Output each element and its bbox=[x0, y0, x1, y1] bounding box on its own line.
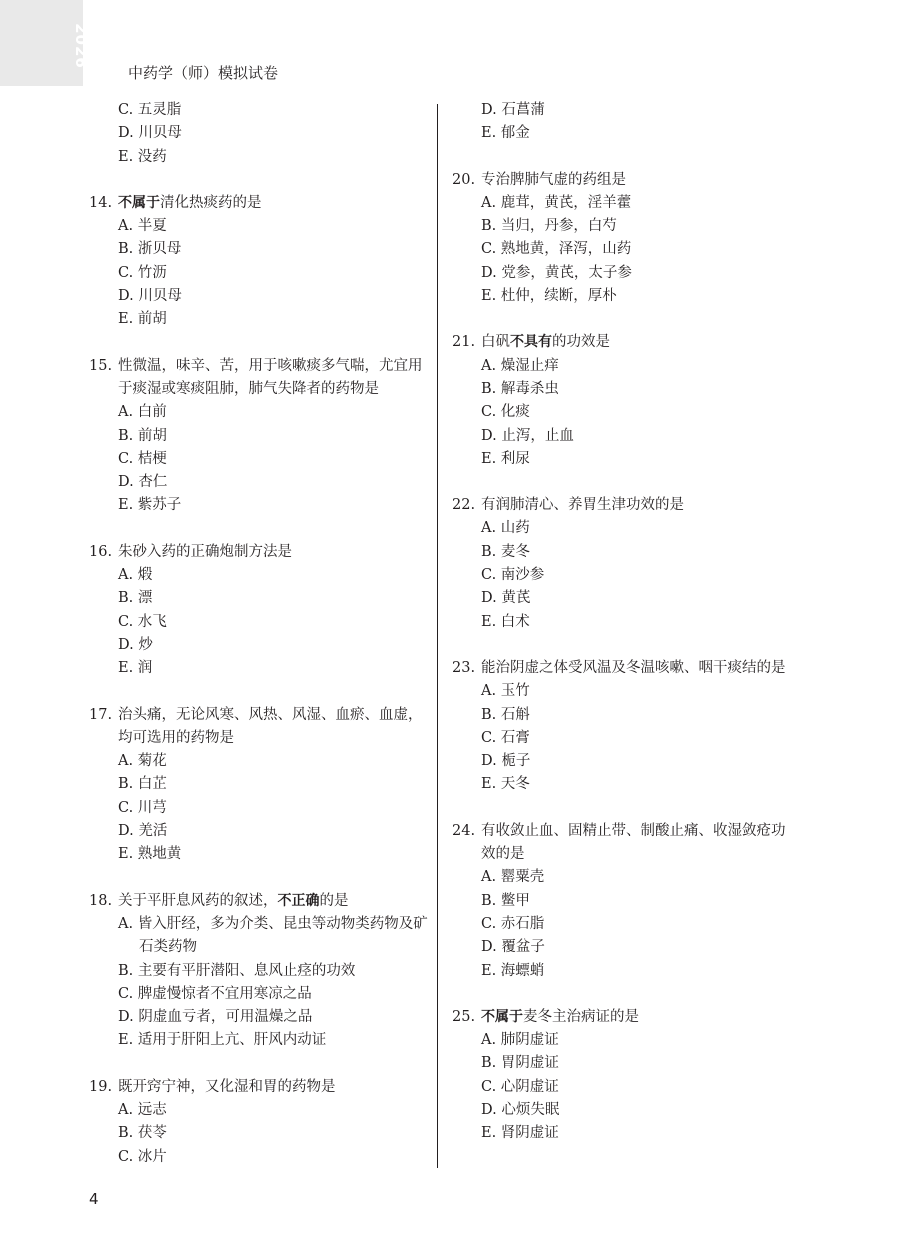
option-c: C. 桔梗 bbox=[118, 450, 167, 467]
option-c: C. 脾虚慢惊者不宜用寒凉之品 bbox=[118, 985, 312, 1002]
question-stem bbox=[89, 890, 429, 913]
option-c: C. 心阴虚证 bbox=[481, 1078, 559, 1095]
question-number: 21. bbox=[452, 334, 476, 351]
question-16 bbox=[89, 541, 429, 681]
option-c: C. 南沙参 bbox=[481, 567, 545, 584]
option-b: B. 鳖甲 bbox=[481, 892, 530, 909]
question-stem bbox=[452, 331, 797, 354]
option-b: B. 茯苓 bbox=[118, 1125, 167, 1142]
option-e: E. 白术 bbox=[481, 613, 530, 630]
option-a: A. 山药 bbox=[481, 520, 530, 537]
option-d: D. 杏仁 bbox=[118, 474, 168, 491]
question-number: 22. bbox=[452, 497, 476, 514]
option-e: E. 没药 bbox=[118, 148, 167, 165]
option-b: B. 浙贝母 bbox=[118, 241, 182, 258]
option-e: E. 润 bbox=[118, 660, 153, 677]
question-stem bbox=[89, 1076, 429, 1099]
stem-text: 性微温，味辛、苦，用于咳嗽痰多气喘，尤宜用于痰湿或寒痰阻肺，肺气失降者的药物是 bbox=[118, 357, 423, 397]
stem-text-end: 的功效是 bbox=[552, 334, 610, 351]
stem-text: 有润肺清心、养胃生津功效的是 bbox=[481, 497, 684, 514]
stem-emphasis: 不具有 bbox=[510, 334, 552, 351]
question-17 bbox=[89, 704, 429, 867]
question-20 bbox=[452, 169, 797, 309]
column-divider bbox=[437, 104, 438, 1168]
option-b: B. 胃阴虚证 bbox=[481, 1055, 559, 1072]
question-22 bbox=[452, 494, 797, 634]
stem-emphasis: 不正确 bbox=[277, 892, 320, 909]
option-d: D. 羌活 bbox=[118, 823, 168, 840]
option-b: B. 麦冬 bbox=[481, 543, 530, 560]
option-d: D. 心烦失眠 bbox=[481, 1101, 560, 1118]
question-stem bbox=[452, 1006, 797, 1029]
option-d: D. 栀子 bbox=[481, 753, 531, 770]
option-e: E. 紫苏子 bbox=[118, 497, 182, 514]
option-c: C. 水飞 bbox=[118, 613, 167, 630]
option-d: D. 川贝母 bbox=[118, 125, 182, 142]
option-c: C. 熟地黄，泽泻，山药 bbox=[481, 241, 632, 258]
year-label: 2026 bbox=[71, 23, 90, 69]
option-b: B. 前胡 bbox=[118, 427, 167, 444]
stem-text: 朱砂入药的正确炮制方法是 bbox=[118, 543, 292, 560]
question-13-continued bbox=[89, 99, 429, 169]
question-23 bbox=[452, 657, 797, 797]
stem-text: 既开窍宁神，又化湿和胃的药物是 bbox=[118, 1078, 336, 1095]
option-d: D. 黄芪 bbox=[481, 590, 531, 607]
question-stem bbox=[89, 355, 429, 402]
question-21 bbox=[452, 331, 797, 471]
question-number: 20. bbox=[452, 171, 476, 188]
stem-text: 有收敛止血、固精止带、制酸止痛、收湿敛疮功效的是 bbox=[481, 822, 786, 863]
question-stem bbox=[89, 704, 429, 751]
option-b: B. 石斛 bbox=[481, 706, 530, 723]
option-c: C. 赤石脂 bbox=[481, 915, 545, 932]
stem-emphasis: 不属于 bbox=[118, 194, 160, 211]
option-c: C. 五灵脂 bbox=[118, 102, 182, 118]
question-stem bbox=[452, 169, 797, 192]
option-c: C. 冰片 bbox=[118, 1148, 167, 1165]
page-header-title: 中药学（师）模拟试卷 bbox=[128, 64, 279, 82]
option-d: D. 炒 bbox=[118, 636, 153, 653]
option-e: E. 海螵蛸 bbox=[481, 962, 545, 979]
question-24 bbox=[452, 820, 797, 983]
option-a: A. 罂粟壳 bbox=[481, 869, 545, 886]
question-19-continued bbox=[452, 99, 797, 146]
page-number: 4 bbox=[89, 1190, 99, 1208]
option-a: A. 白前 bbox=[118, 404, 167, 421]
option-a: A. 玉竹 bbox=[481, 683, 530, 700]
option-d: D. 石菖蒲 bbox=[481, 102, 545, 118]
option-b: B. 当归，丹参，白芍 bbox=[481, 218, 617, 235]
stem-text: 关于平肝息风药的叙述， bbox=[118, 892, 278, 909]
stem-text: 能治阴虚之体受风温及冬温咳嗽、咽干痰结的是 bbox=[481, 659, 786, 676]
question-number: 14. bbox=[89, 194, 113, 211]
option-d: D. 覆盆子 bbox=[481, 939, 545, 956]
option-c: C. 竹沥 bbox=[118, 264, 167, 281]
left-column bbox=[89, 99, 429, 1192]
option-b: B. 白芷 bbox=[118, 776, 167, 793]
stem-text-end: 的是 bbox=[319, 892, 349, 909]
stem-text: 治头痛，无论风寒、风热、风湿、血瘀、血虚，均可选用的药物是 bbox=[118, 706, 423, 746]
option-e: E. 肾阴虚证 bbox=[481, 1125, 559, 1142]
option-e: E. 适用于肝阳上亢、肝风内动证 bbox=[118, 1032, 327, 1049]
question-18 bbox=[89, 890, 429, 1053]
option-d: D. 止泻，止血 bbox=[481, 427, 574, 444]
question-stem bbox=[452, 657, 797, 680]
option-a: A. 远志 bbox=[118, 1101, 167, 1118]
year-tab bbox=[0, 0, 90, 86]
option-b: B. 解毒杀虫 bbox=[481, 380, 559, 397]
question-number: 23. bbox=[452, 659, 476, 676]
question-19 bbox=[89, 1076, 429, 1169]
question-stem bbox=[452, 820, 797, 867]
stem-emphasis: 不属于 bbox=[481, 1008, 523, 1025]
stem-text: 专治脾肺气虚的药组是 bbox=[481, 171, 626, 188]
question-number: 18. bbox=[89, 892, 113, 909]
option-a: A. 煅 bbox=[118, 567, 153, 584]
option-a: A. 半夏 bbox=[118, 218, 167, 235]
option-e: E. 熟地黄 bbox=[118, 846, 182, 863]
question-number: 17. bbox=[89, 706, 113, 723]
option-c: C. 川芎 bbox=[118, 799, 167, 816]
option-d: D. 阴虚血亏者，可用温燥之品 bbox=[118, 1009, 313, 1026]
question-number: 25. bbox=[452, 1008, 476, 1025]
option-d: D. 川贝母 bbox=[118, 288, 182, 305]
option-a: A. 皆入肝经，多为介类、昆虫等动物类药物及矿石类药物 bbox=[118, 915, 428, 956]
option-c: C. 化痰 bbox=[481, 404, 530, 421]
option-b: B. 漂 bbox=[118, 590, 153, 607]
option-a: A. 燥湿止痒 bbox=[481, 357, 559, 374]
question-stem bbox=[452, 494, 797, 517]
option-e: E. 利尿 bbox=[481, 450, 530, 467]
option-a: A. 菊花 bbox=[118, 753, 167, 770]
question-stem bbox=[89, 541, 429, 564]
option-c: C. 石膏 bbox=[481, 729, 530, 746]
option-b: B. 主要有平肝潜阳、息风止痉的功效 bbox=[118, 962, 356, 979]
question-stem bbox=[89, 192, 429, 215]
question-number: 19. bbox=[89, 1078, 113, 1095]
option-e: E. 郁金 bbox=[481, 125, 530, 142]
option-a: A. 肺阴虚证 bbox=[481, 1032, 559, 1049]
option-a: A. 鹿茸，黄芪，淫羊藿 bbox=[481, 194, 632, 211]
question-14 bbox=[89, 192, 429, 332]
question-25 bbox=[452, 1006, 797, 1146]
option-d: D. 党参，黄芪，太子参 bbox=[481, 264, 632, 281]
question-number: 15. bbox=[89, 357, 113, 374]
question-number: 16. bbox=[89, 543, 113, 560]
stem-text: 清化热痰药的是 bbox=[160, 194, 262, 211]
question-number: 24. bbox=[452, 822, 476, 839]
option-e: E. 杜仲，续断，厚朴 bbox=[481, 288, 617, 305]
stem-text: 麦冬主治病证的是 bbox=[523, 1008, 639, 1025]
right-column bbox=[452, 99, 797, 1169]
stem-text: 白矾 bbox=[481, 334, 510, 351]
question-15 bbox=[89, 355, 429, 518]
option-e: E. 天冬 bbox=[481, 776, 530, 793]
option-e: E. 前胡 bbox=[118, 311, 167, 328]
